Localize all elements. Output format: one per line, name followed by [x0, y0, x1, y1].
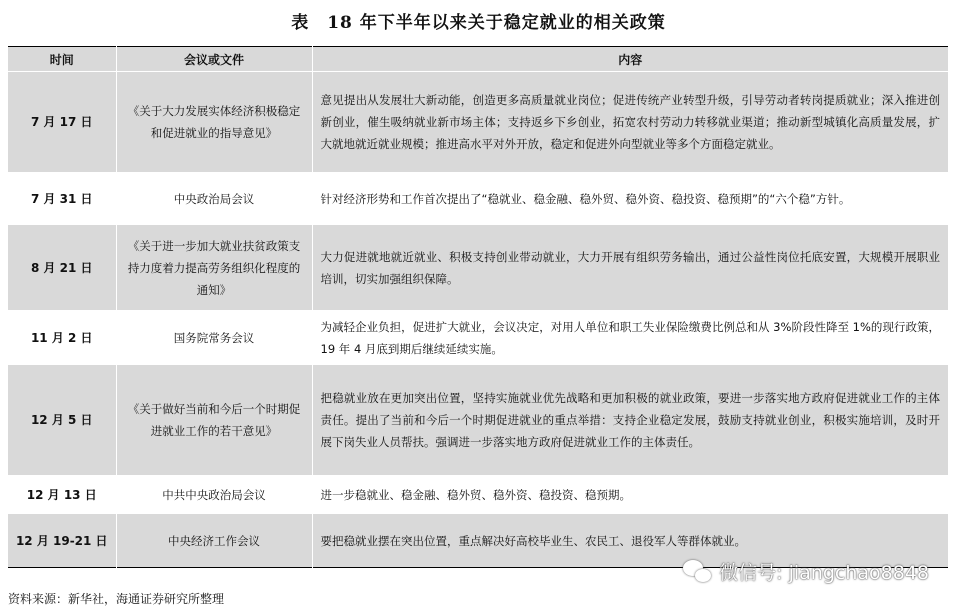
row-content: 为减轻企业负担，促进扩大就业，会议决定，对用人单位和职工失业保险缴费比例总和从 3%阶段性降至 1%的现行政策，19 年 4 月底到期后继续延续实施。	[312, 311, 948, 365]
table-row	[8, 225, 948, 311]
row-doc: 《关于进一步加大就业扶贫政策支持力度着力提高劳务组织化程度的通知》	[116, 225, 312, 311]
row-content: 大力促进就地就近就业、积极支持创业带动就业，大力开展有组织劳务输出，通过公益性岗位托底安置，大规模开展职业培训，切实加强组织保障。	[312, 225, 948, 311]
table-row	[8, 365, 948, 476]
row-doc: 国务院常务会议	[116, 311, 312, 365]
header-doc: 会议或文件	[116, 47, 312, 72]
table-row	[8, 476, 948, 514]
table-row	[8, 173, 948, 225]
table-title-label: 表	[291, 13, 310, 33]
table-title-text: 18 年下半年以来关于稳定就业的相关政策	[327, 13, 666, 33]
header-content: 内容	[312, 47, 948, 72]
row-date: 7 月 17 日	[8, 72, 116, 173]
watermark	[683, 558, 929, 585]
table-row	[8, 72, 948, 173]
row-date: 8 月 21 日	[8, 225, 116, 311]
row-doc: 中央经济工作会议	[116, 514, 312, 568]
row-doc: 中央政治局会议	[116, 173, 312, 225]
row-doc: 《关于大力发展实体经济积极稳定和促进就业的指导意见》	[116, 72, 312, 173]
source-note: 资料来源：新华社，海通证券研究所整理	[8, 592, 225, 606]
row-doc: 中共中央政治局会议	[116, 476, 312, 514]
row-date: 12 月 19-21 日	[8, 514, 116, 568]
row-date: 11 月 2 日	[8, 311, 116, 365]
row-date: 7 月 31 日	[8, 173, 116, 225]
row-content: 针对经济形势和工作首次提出了“稳就业、稳金融、稳外贸、稳外资、稳投资、稳预期”的“六个稳”方针。	[312, 173, 948, 225]
watermark-text: 微信号: jiangchao8848	[719, 562, 929, 584]
row-date: 12 月 13 日	[8, 476, 116, 514]
row-content: 把稳就业放在更加突出位置，坚持实施就业优先战略和更加积极的就业政策，要进一步落实地方政府促进就业工作的主体责任。提出了当前和今后一个时期促进就业的重点举措：支持企业稳定发展，鼓励支持就业创业，积极实施培训，及时开展下岗失业人员帮扶。强调进一步落实地方政府促进就业工作的主体责任。	[312, 365, 948, 476]
header-time: 时间	[8, 47, 116, 72]
wechat-icon	[683, 560, 713, 584]
table-row	[8, 311, 948, 365]
policy-table	[8, 46, 948, 568]
row-content: 要把稳就业摆在突出位置，重点解决好高校毕业生、农民工、退役军人等群体就业。	[312, 514, 948, 568]
table-title	[0, 8, 957, 33]
row-content: 意见提出从发展壮大新动能，创造更多高质量就业岗位；促进传统产业转型升级，引导劳动者转岗提质就业；深入推进创新创业，催生吸纳就业新市场主体；支持返乡下乡创业，拓宽农村劳动力转移就业渠道；推动新型城镇化高质量发展，扩大就地就近就业规模；推进高水平对外开放，稳定和促进外向型就业等多个方面稳定就业。	[312, 72, 948, 173]
row-content: 进一步稳就业、稳金融、稳外贸、稳外资、稳投资、稳预期。	[312, 476, 948, 514]
row-doc: 《关于做好当前和今后一个时期促进就业工作的若干意见》	[116, 365, 312, 476]
table-header-row	[8, 47, 948, 72]
row-date: 12 月 5 日	[8, 365, 116, 476]
